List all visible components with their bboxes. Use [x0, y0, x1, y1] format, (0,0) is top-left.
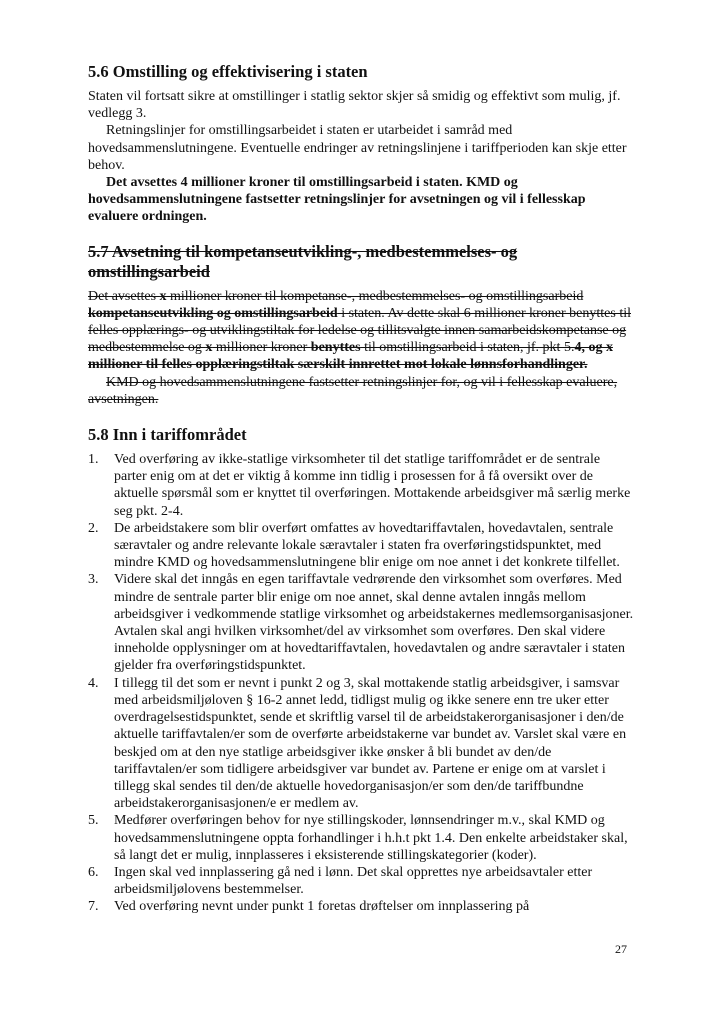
bold-paragraph: Det avsettes 4 millioner kroner til omstillingsarbeid i staten. KMD og hovedsammenslutningene fastsetter retningslinjer for avsetningen og vil i fellesskap evaluere ordningen.: [88, 175, 586, 225]
list-item: 5. Medfører overføringen behov for nye stillingskoder, lønnsendringer m.v., skal KMD og hovedsammenslutningene oppta forhandlinger i h.h.t pkt 1.4. Den enkelte arbeidstaker skal, så langt det er mulig, innplasseres i eksisterende stillingskategorier (koder).: [88, 813, 628, 863]
list-item: 7. Ved overføring nevnt under punkt 1 foretas drøftelser om innplassering på: [88, 899, 530, 915]
numbered-list: [88, 451, 636, 915]
list-item: 4. I tillegg til det som er nevnt i punkt 2 og 3, skal mottakende statlig arbeidsgiver, i samsvar med arbeidsmiljøloven § 16-2 annet ledd, tidligst mulig og ikke senere enn tre uker etter overdragelsestidspunktet, sende et skriftlig varsel til de arbeidstakerorganisasjoner i den/de aktuelle tariffavtalen/er som de overførte arbeidstakerne var bundet av. Varslet skal være en beskjed om at den nye statlige arbeidsgiver ikke ønsker å bli bundet av den/de tariffavtalen/er som tidligere arbeidsgiver var bundet av. Partene er enige om at varslet i tillegg skal sendes til den/de aktuelle hovedorganisasjon/er som den/de tariffbundne arbeidstakerorganisasjonen/e er medlem av.: [88, 675, 627, 812]
section-heading-5-8: 5.8 Inn i tariffområdet: [88, 425, 247, 445]
list-item: 2. De arbeidstakere som blir overført omfattes av hovedtariffavtalen, hovedavtalen, sentrale særavtaler og andre relevante lokale særavtaler i staten fra overføringstidspunktet, med mindre KMD og hovedsammenslutningene blir enige om noe annet i det konkrete tilfellet.: [88, 520, 620, 571]
page-number: 27: [615, 942, 627, 956]
section-heading-5-6: 5.6 Omstilling og effektivisering i staten: [88, 62, 368, 81]
document-page: [88, 62, 636, 916]
list-item: 1. Ved overføring av ikke-statlige virksomheter til det statlige tariffområdet er de sentrale parter enig om at det er viktig å komme inn tidlig i prosessen for å få oversikt over de aktuelle spørsmål som er knyttet til overføringen. Mottakende arbeidsgiver må særlig merke seg pkt. 2-4.: [88, 452, 631, 519]
paragraph: Retningslinjer for omstillingsarbeidet i staten er utarbeidet i samråd med hovedsammenslutningene. Eventuelle endringer av retningslinjene i tariffperioden kan skje etter behov.: [88, 123, 627, 173]
list-item: 6. Ingen skal ved innplassering gå ned i lønn. Det skal opprettes nye arbeidsavtaler etter arbeidsmiljølovens bestemmelser.: [88, 864, 593, 898]
paragraph: Staten vil fortsatt sikre at omstillinger i statlig sektor skjer så smidig og effektivt som mulig, jf. vedlegg 3.: [88, 89, 621, 122]
section-heading-5-7-struck: 5.7 Avsetning til kompetanseutvikling-, medbestemmelses- og omstillingsarbeid: [88, 241, 518, 281]
struck-paragraph: KMD og hovedsammenslutningene fastsetter retningslinjer for, og vil i fellesskap evaluere, avsetningen.: [88, 374, 618, 407]
list-item: 3. Videre skal det inngås en egen tariffavtale vedrørende den virksomhet som overføres. Med mindre de sentrale parter blir enige om noe annet, skal denne avtalen inngås mellom arbeidsgiver i vedkommende statlige virksomhet og arbeidstakernes medlemsorganisasjoner. Avtalen skal angi hvilken virksomhet/del av virksomhet som overføres. Den skal videre inneholde opplysninger om at hovedtariffavtalen, hovedavtalen og andre særavtaler i staten gjelder fra overføringstidspunktet.: [88, 572, 634, 674]
struck-paragraph: Det avsettes x millioner kroner til kompetanse-, medbestemmelses- og omstillingsarbeid kompetanseutvikling og omstillingsarbeid i staten. Av dette skal 6 millioner kroner benyttes til felles opplærings- og utviklingstiltak for ledelse og tillitsvalgte innen samarbeidskompetanse og medbestemmelse og x millioner kroner benyttes til omstillingsarbeid i staten, jf. pkt 5.4, og x millioner til felles opplæringstiltak særskilt innrettet mot lokale lønnsforhandlinger.: [88, 288, 631, 373]
